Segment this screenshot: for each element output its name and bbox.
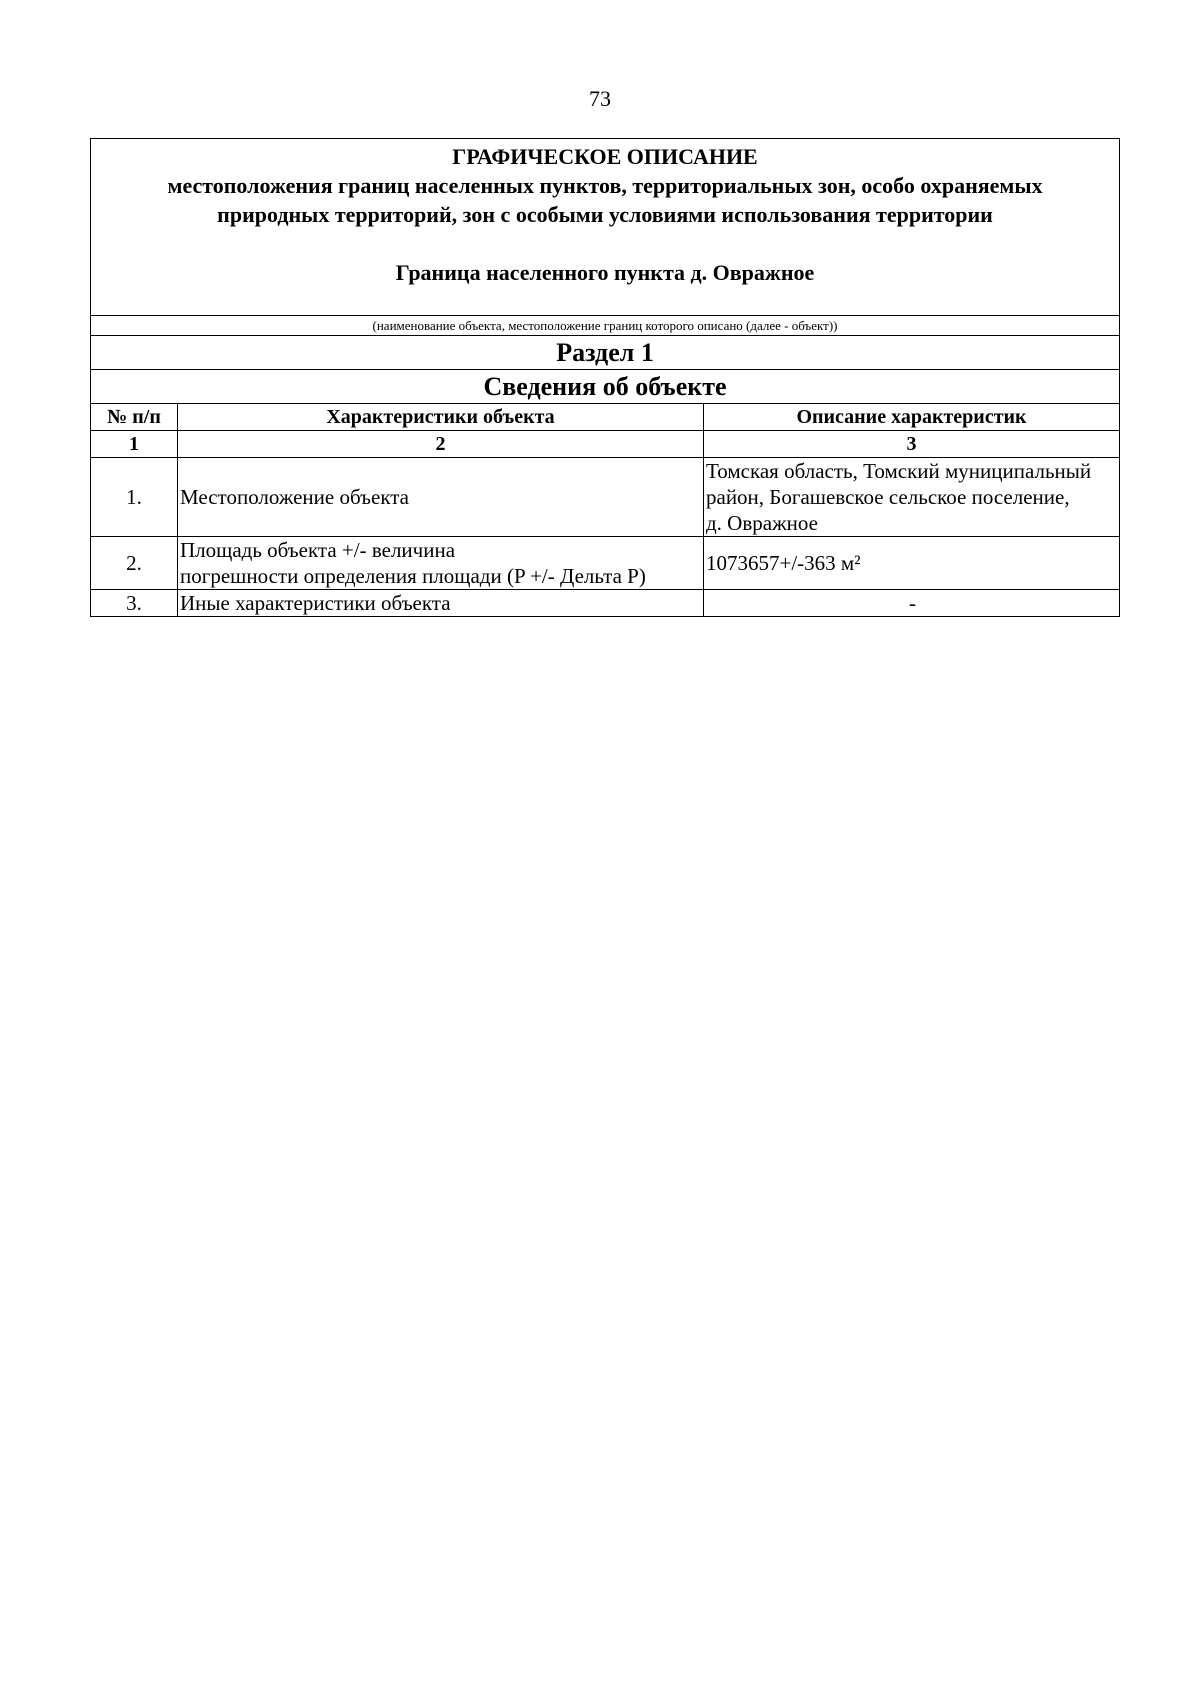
- column-header-characteristic: Характеристики объекта: [178, 404, 704, 431]
- table-row: [91, 590, 1120, 617]
- page-number: 73: [589, 86, 611, 111]
- row-number: 1.: [91, 458, 178, 537]
- document-subtitle-line-1: местоположения границ населенных пунктов, территориальных зон, особо охраняемых: [167, 173, 1043, 198]
- graphic-description-table: [90, 138, 1120, 617]
- row-characteristic: [178, 458, 704, 537]
- document-header: [91, 139, 1120, 316]
- document-title: ГРАФИЧЕСКОЕ ОПИСАНИЕ: [452, 144, 758, 169]
- row-number: 2.: [91, 537, 178, 590]
- section-title: Раздел 1: [91, 336, 1120, 370]
- document-subtitle-line-2: природных территорий, зон с особыми условиями использования территории: [217, 202, 993, 227]
- table-row: [91, 537, 1120, 590]
- description-line: Томская область, Томский муниципальный: [706, 459, 1092, 483]
- object-caption: (наименование объекта, местоположение границ которого описано (далее - объект)): [91, 316, 1120, 336]
- column-number-1: 1: [91, 431, 178, 458]
- row-description: [704, 458, 1120, 537]
- row-description: [704, 537, 1120, 590]
- description-line: д. Овражное: [706, 511, 818, 535]
- column-header-description: Описание характеристик: [704, 404, 1120, 431]
- row-description: [704, 590, 1120, 617]
- description-line: -: [909, 591, 917, 615]
- table-row: [91, 458, 1120, 537]
- section-subtitle: Сведения об объекте: [91, 370, 1120, 404]
- column-number-2: 2: [178, 431, 704, 458]
- row-number: 3.: [91, 590, 178, 617]
- column-header-number: № п/п: [91, 404, 178, 431]
- description-line: район, Богашевское сельское поселение,: [706, 485, 1070, 509]
- characteristic-line: Иные характеристики объекта: [180, 591, 451, 615]
- column-number-3: 3: [704, 431, 1120, 458]
- characteristic-line: погрешности определения площади (P +/- Дельта P): [180, 564, 646, 588]
- characteristic-line: Местоположение объекта: [180, 485, 410, 509]
- object-name: Граница населенного пункта д. Овражное: [395, 260, 815, 285]
- characteristic-line: Площадь объекта +/- величина: [180, 538, 456, 562]
- row-characteristic: [178, 590, 704, 617]
- description-line: 1073657+/-363 м²: [706, 551, 861, 575]
- row-characteristic: [178, 537, 704, 590]
